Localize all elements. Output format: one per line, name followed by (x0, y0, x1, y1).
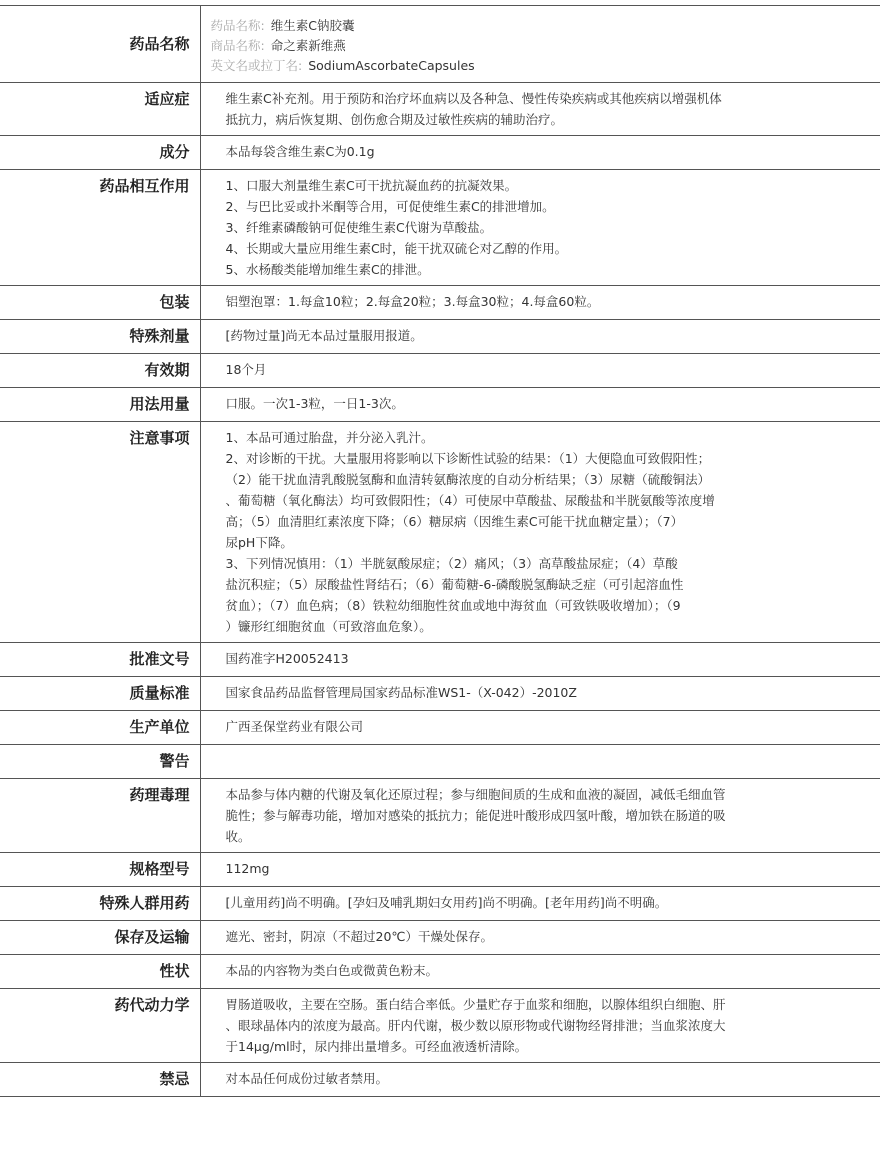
row-ingredients (0, 136, 880, 170)
row-value-validity (200, 354, 880, 388)
name-key: 英文名或拉丁名: (210, 58, 303, 73)
row-value-spec (200, 853, 880, 887)
row-value-warning (200, 745, 880, 779)
value-line: 于14μg/ml时，尿内排出量增多。可经血液透析清除。 (225, 1039, 528, 1054)
row-value-storage (200, 921, 880, 955)
row-label-spec: 规格型号 (0, 853, 200, 887)
value-line: 18个月 (225, 362, 267, 377)
value-line: 、葡萄糖（氧化酶法）均可致假阳性；（4）可使尿中草酸盐、尿酸盐和半胱氨酸等浓度增 (225, 493, 715, 508)
row-value-packaging (200, 286, 880, 320)
row-label-properties: 性状 (0, 955, 200, 989)
row-label-special_dosage: 特殊剂量 (0, 320, 200, 354)
row-value-ingredients (200, 136, 880, 170)
row-pharmacokinetics (0, 989, 880, 1063)
row-contraindications (0, 1063, 880, 1097)
value-line: 本品的内容物为类白色或微黄色粉末。 (225, 963, 439, 978)
row-special_groups (0, 887, 880, 921)
row-label-special_groups: 特殊人群用药 (0, 887, 200, 921)
row-pharmacology (0, 779, 880, 853)
value-line: 胃肠道吸收，主要在空肠。蛋白结合率低。少量贮存于血浆和细胞，以腺体组织白细胞、肝 (225, 997, 726, 1012)
value-line: 国药准字H20052413 (225, 651, 349, 666)
value-line: [药物过量]尚无本品过量服用报道。 (225, 328, 423, 343)
value-line: ）镰形红细胞贫血（可致溶血危象）。 (225, 619, 432, 634)
row-value-special_dosage (200, 320, 880, 354)
row-label-pharmacokinetics: 药代动力学 (0, 989, 200, 1063)
value-line: 3、下列情况慎用：（1）半胱氨酸尿症；（2）痛风；（3）高草酸盐尿症；（4）草酸 (225, 556, 678, 571)
row-label-ingredients: 成分 (0, 136, 200, 170)
row-label-quality: 质量标准 (0, 677, 200, 711)
value-line: 对本品任何成份过敏者禁用。 (225, 1071, 389, 1086)
row-usage (0, 388, 880, 422)
value-line: 抵抗力，病后恢复期、创伤愈合期及过敏性疾病的辅助治疗。 (225, 112, 564, 127)
row-label-validity: 有效期 (0, 354, 200, 388)
row-label-packaging: 包装 (0, 286, 200, 320)
name-value: 维生素C钠胶囊 (270, 18, 355, 33)
row-value-indications (200, 83, 880, 136)
row-properties (0, 955, 880, 989)
row-drug-names (0, 6, 880, 83)
row-label-approval: 批准文号 (0, 643, 200, 677)
drug-trade-name (211, 36, 861, 56)
row-label-storage: 保存及运输 (0, 921, 200, 955)
row-precautions (0, 422, 880, 643)
row-warning (0, 745, 880, 779)
row-validity (0, 354, 880, 388)
row-approval (0, 643, 880, 677)
value-line: 遮光、密封，阴凉（不超过20℃）干燥处保存。 (225, 929, 493, 944)
row-value-quality (200, 677, 880, 711)
row-special_dosage (0, 320, 880, 354)
value-line: 4、长期或大量应用维生素C时，能干扰双硫仑对乙醇的作用。 (225, 241, 568, 256)
row-value-pharmacology (200, 779, 880, 853)
row-value-manufacturer (200, 711, 880, 745)
row-value-special_groups (200, 887, 880, 921)
name-key: 药品名称: (210, 18, 265, 33)
value-line: 、眼球晶体内的浓度为最高。肝内代谢，极少数以原形物或代谢物经肾排泄；当血浆浓度大 (225, 1018, 726, 1033)
row-label-contraindications: 禁忌 (0, 1063, 200, 1097)
row-value-approval (200, 643, 880, 677)
row-storage (0, 921, 880, 955)
value-line: （2）能干扰血清乳酸脱氢酶和血清转氨酶浓度的自动分析结果；（3）尿糖（硫酸铜法） (225, 472, 711, 487)
row-label-drug-name: 药品名称 (0, 6, 200, 83)
drug-generic-name (211, 16, 861, 36)
value-line: 高；（5）血清胆红素浓度下降；（6）糖尿病（因维生素C可能干扰血糖定量）；（7） (225, 514, 684, 529)
row-label-warning: 警告 (0, 745, 200, 779)
row-value-precautions (200, 422, 880, 643)
row-interactions (0, 170, 880, 286)
row-label-usage: 用法用量 (0, 388, 200, 422)
name-value: SodiumAscorbateCapsules (308, 58, 475, 73)
row-spec (0, 853, 880, 887)
drug-info-table (0, 5, 880, 1097)
drug-names-block (200, 6, 880, 83)
value-line: [儿童用药]尚不明确。[孕妇及哺乳期妇女用药]尚不明确。[老年用药]尚不明确。 (225, 895, 668, 910)
value-line: 尿pH下降。 (225, 535, 293, 550)
value-line: 本品参与体内糖的代谢及氧化还原过程；参与细胞间质的生成和血液的凝固，减低毛细血管 (225, 787, 726, 802)
value-line: 盐沉积症；（5）尿酸盐性肾结石；（6）葡萄糖-6-磷酸脱氢酶缺乏症（可引起溶血性 (225, 577, 684, 592)
row-quality (0, 677, 880, 711)
row-packaging (0, 286, 880, 320)
value-line: 铝塑泡罩：1.每盒10粒；2.每盒20粒；3.每盒30粒；4.每盒60粒。 (225, 294, 600, 309)
value-line: 3、纤维素磷酸钠可促使维生素C代谢为草酸盐。 (225, 220, 493, 235)
drug-info-sheet (0, 5, 880, 1097)
value-line: 国家食品药品监督管理局国家药品标准WS1-（X-042）-2010Z (225, 685, 577, 700)
drug-info-table-body (0, 6, 880, 1097)
row-value-pharmacokinetics (200, 989, 880, 1063)
row-label-pharmacology: 药理毒理 (0, 779, 200, 853)
value-line: 2、对诊断的干扰。大量服用将影响以下诊断性试验的结果：（1）大便隐血可致假阳性； (225, 451, 711, 466)
row-value-properties (200, 955, 880, 989)
row-manufacturer (0, 711, 880, 745)
row-label-manufacturer: 生产单位 (0, 711, 200, 745)
value-line: 脆性；参与解毒功能，增加对感染的抵抗力；能促进叶酸形成四氢叶酸，增加铁在肠道的吸 (225, 808, 726, 823)
value-line: 贫血）；（7）血色病；（8）铁粒幼细胞性贫血或地中海贫血（可致铁吸收增加）；（9 (225, 598, 681, 613)
row-label-precautions: 注意事项 (0, 422, 200, 643)
value-line: 1、本品可通过胎盘，并分泌入乳汁。 (225, 430, 434, 445)
row-value-interactions (200, 170, 880, 286)
value-line: 112mg (225, 861, 270, 876)
row-label-indications: 适应症 (0, 83, 200, 136)
value-line: 1、口服大剂量维生素C可干扰抗凝血药的抗凝效果。 (225, 178, 518, 193)
value-line: 本品每袋含维生素C为0.1g (225, 144, 375, 159)
value-line: 维生素C补充剂。用于预防和治疗坏血病以及各种急、慢性传染疾病或其他疾病以增强机体 (225, 91, 722, 106)
name-key: 商品名称: (210, 38, 265, 53)
row-indications (0, 83, 880, 136)
row-value-usage (200, 388, 880, 422)
value-line: 口服。一次1-3粒，一日1-3次。 (225, 396, 404, 411)
value-line: 广西圣保堂药业有限公司 (225, 719, 364, 734)
name-value: 命之素新维燕 (270, 38, 346, 53)
value-line: 5、水杨酸类能增加维生素C的排泄。 (225, 262, 430, 277)
value-line: 2、与巴比妥或扑米酮等合用，可促使维生素C的排泄增加。 (225, 199, 555, 214)
drug-english-name (211, 56, 861, 76)
value-line: 收。 (225, 829, 251, 844)
row-label-interactions: 药品相互作用 (0, 170, 200, 286)
row-value-contraindications (200, 1063, 880, 1097)
